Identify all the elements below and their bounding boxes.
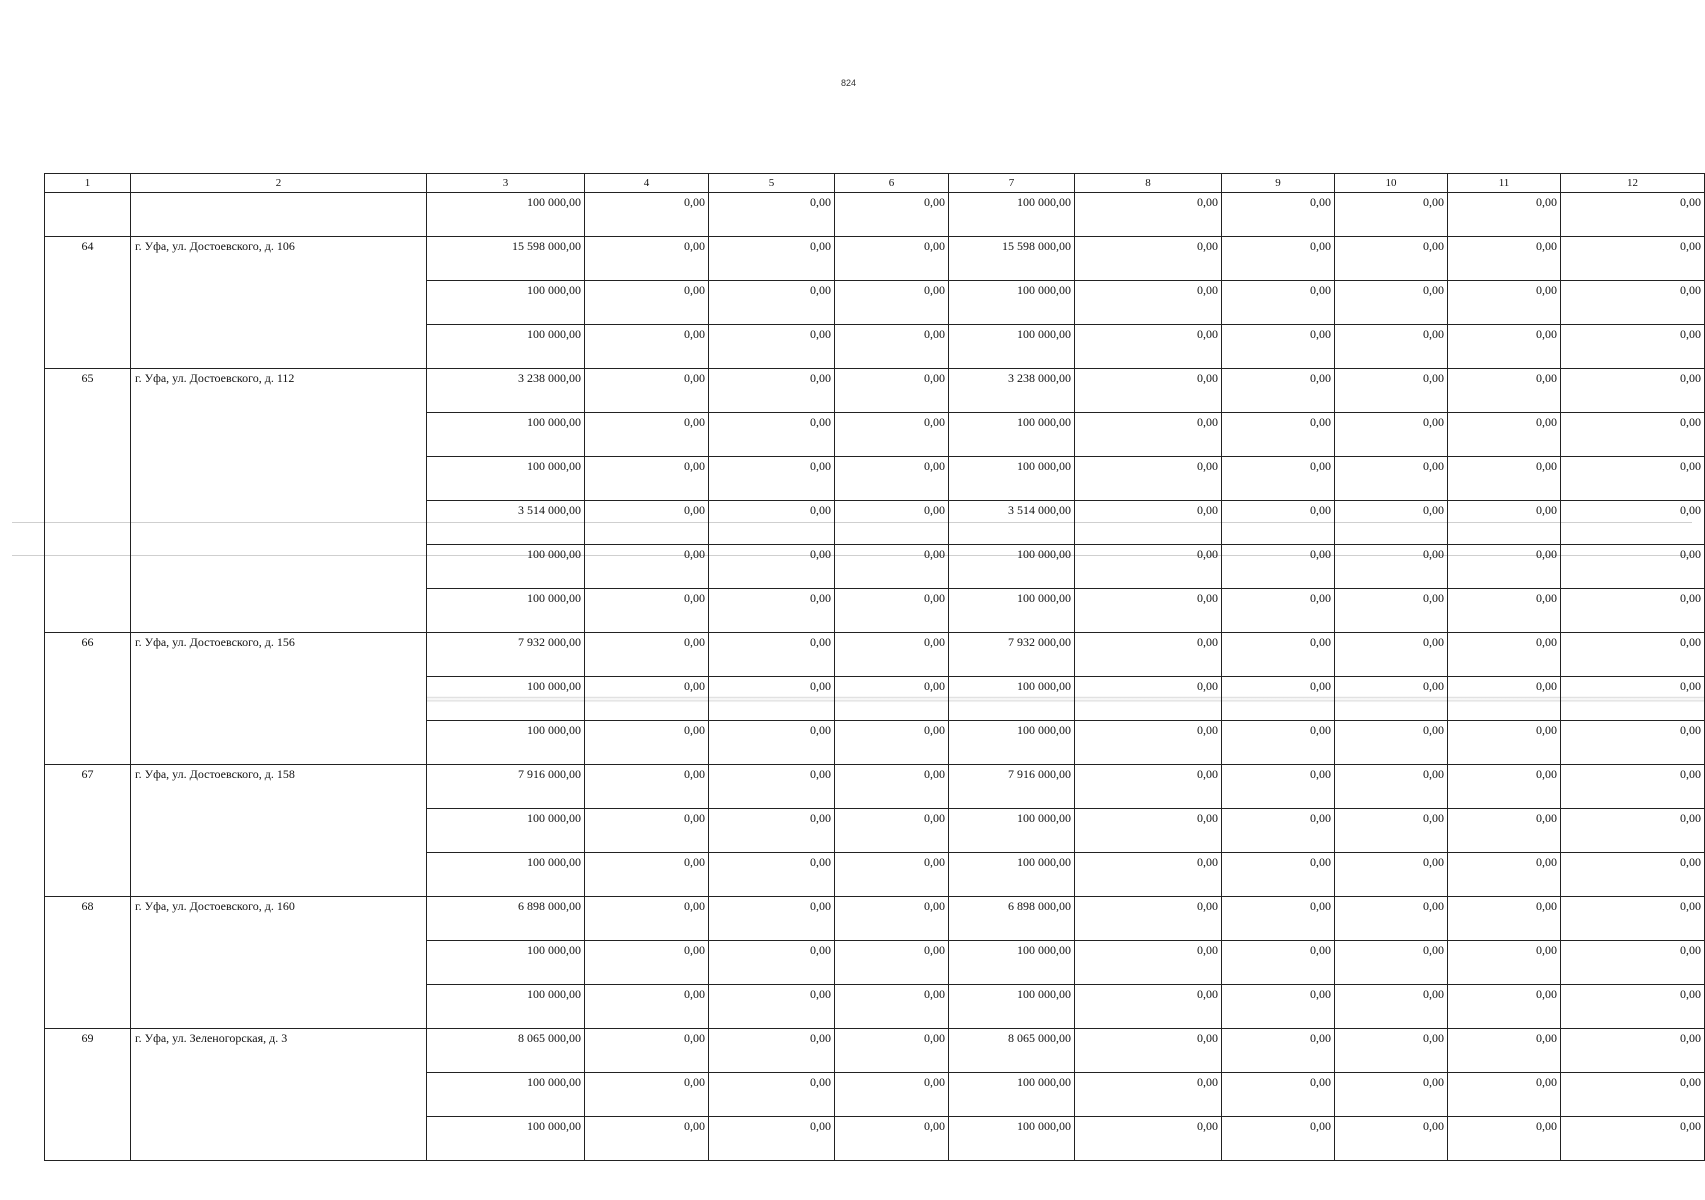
value-cell-col-4: 0,00	[585, 853, 709, 897]
value-cell-col-9: 0,00	[1222, 369, 1335, 413]
value-cell-col-12: 0,00	[1561, 853, 1705, 897]
value-cell-col-11: 0,00	[1448, 237, 1561, 281]
value-cell-col-5: 0,00	[709, 325, 835, 369]
address-cell: г. Уфа, ул. Достоевского, д. 158	[131, 765, 427, 897]
value-cell-col-3: 15 598 000,00	[427, 237, 585, 281]
table-row	[45, 765, 1705, 809]
value-cell-col-8: 0,00	[1075, 369, 1222, 413]
value-cell-col-10: 0,00	[1335, 941, 1448, 985]
value-cell-col-3: 100 000,00	[427, 325, 585, 369]
address-cell: г. Уфа, ул. Достоевского, д. 160	[131, 897, 427, 1029]
value-cell-col-11: 0,00	[1448, 545, 1561, 589]
table-row	[45, 1029, 1705, 1073]
value-cell-col-7: 100 000,00	[949, 985, 1075, 1029]
value-cell-col-11: 0,00	[1448, 677, 1561, 721]
value-cell-col-3: 3 514 000,00	[427, 501, 585, 545]
value-cell-col-7: 15 598 000,00	[949, 237, 1075, 281]
value-cell-col-12: 0,00	[1561, 545, 1705, 589]
value-cell-col-10: 0,00	[1335, 237, 1448, 281]
value-cell-col-12: 0,00	[1561, 633, 1705, 677]
page-number: 824	[840, 78, 857, 88]
value-cell-col-12: 0,00	[1561, 985, 1705, 1029]
value-cell-col-12: 0,00	[1561, 1117, 1705, 1161]
value-cell-col-5: 0,00	[709, 589, 835, 633]
column-header-7: 7	[949, 174, 1075, 193]
value-cell-col-8: 0,00	[1075, 1073, 1222, 1117]
value-cell-col-10: 0,00	[1335, 325, 1448, 369]
value-cell-col-7: 100 000,00	[949, 589, 1075, 633]
address-cell: г. Уфа, ул. Достоевского, д. 106	[131, 237, 427, 369]
value-cell-col-7: 6 898 000,00	[949, 897, 1075, 941]
value-cell-col-12: 0,00	[1561, 325, 1705, 369]
row-index: 67	[45, 765, 131, 897]
value-cell-col-9: 0,00	[1222, 677, 1335, 721]
value-cell-col-11: 0,00	[1448, 941, 1561, 985]
value-cell-col-6: 0,00	[835, 193, 949, 237]
value-cell-col-3: 7 916 000,00	[427, 765, 585, 809]
value-cell-col-5: 0,00	[709, 457, 835, 501]
value-cell-col-10: 0,00	[1335, 765, 1448, 809]
value-cell-col-10: 0,00	[1335, 457, 1448, 501]
value-cell-col-5: 0,00	[709, 765, 835, 809]
value-cell-col-5: 0,00	[709, 633, 835, 677]
value-cell-col-11: 0,00	[1448, 1073, 1561, 1117]
value-cell-col-5: 0,00	[709, 193, 835, 237]
value-cell-col-8: 0,00	[1075, 897, 1222, 941]
value-cell-col-7: 7 932 000,00	[949, 633, 1075, 677]
value-cell-col-6: 0,00	[835, 281, 949, 325]
column-header-5: 5	[709, 174, 835, 193]
value-cell-col-5: 0,00	[709, 985, 835, 1029]
table-row	[45, 369, 1705, 413]
value-cell-col-10: 0,00	[1335, 501, 1448, 545]
value-cell-col-6: 0,00	[835, 413, 949, 457]
value-cell-col-12: 0,00	[1561, 721, 1705, 765]
value-cell-col-4: 0,00	[585, 765, 709, 809]
value-cell-col-3: 6 898 000,00	[427, 897, 585, 941]
value-cell-col-9: 0,00	[1222, 941, 1335, 985]
row-index: 64	[45, 237, 131, 369]
value-cell-col-8: 0,00	[1075, 721, 1222, 765]
value-cell-col-5: 0,00	[709, 1029, 835, 1073]
value-cell-col-11: 0,00	[1448, 897, 1561, 941]
value-cell-col-6: 0,00	[835, 237, 949, 281]
row-index: 68	[45, 897, 131, 1029]
value-cell-col-12: 0,00	[1561, 589, 1705, 633]
value-cell-col-3: 100 000,00	[427, 193, 585, 237]
value-cell-col-3: 8 065 000,00	[427, 1029, 585, 1073]
value-cell-col-11: 0,00	[1448, 325, 1561, 369]
value-cell-col-6: 0,00	[835, 721, 949, 765]
value-cell-col-10: 0,00	[1335, 369, 1448, 413]
value-cell-col-3: 100 000,00	[427, 1117, 585, 1161]
value-cell-col-5: 0,00	[709, 1117, 835, 1161]
table-row	[45, 897, 1705, 941]
value-cell-col-12: 0,00	[1561, 677, 1705, 721]
value-cell-col-7: 100 000,00	[949, 1117, 1075, 1161]
value-cell-col-8: 0,00	[1075, 589, 1222, 633]
value-cell-col-7: 100 000,00	[949, 281, 1075, 325]
value-cell-col-5: 0,00	[709, 237, 835, 281]
value-cell-col-5: 0,00	[709, 369, 835, 413]
value-cell-col-7: 8 065 000,00	[949, 1029, 1075, 1073]
value-cell-col-10: 0,00	[1335, 853, 1448, 897]
value-cell-col-9: 0,00	[1222, 501, 1335, 545]
table-row	[45, 193, 1705, 237]
value-cell-col-4: 0,00	[585, 501, 709, 545]
column-header-4: 4	[585, 174, 709, 193]
value-cell-col-9: 0,00	[1222, 985, 1335, 1029]
value-cell-col-11: 0,00	[1448, 853, 1561, 897]
value-cell-col-6: 0,00	[835, 1073, 949, 1117]
value-cell-col-11: 0,00	[1448, 501, 1561, 545]
value-cell-col-5: 0,00	[709, 677, 835, 721]
value-cell-col-5: 0,00	[709, 853, 835, 897]
value-cell-col-6: 0,00	[835, 1029, 949, 1073]
value-cell-col-4: 0,00	[585, 897, 709, 941]
value-cell-col-8: 0,00	[1075, 1117, 1222, 1161]
value-cell-col-10: 0,00	[1335, 809, 1448, 853]
value-cell-col-3: 100 000,00	[427, 941, 585, 985]
value-cell-col-5: 0,00	[709, 809, 835, 853]
value-cell-col-7: 3 514 000,00	[949, 501, 1075, 545]
value-cell-col-7: 100 000,00	[949, 457, 1075, 501]
value-cell-col-5: 0,00	[709, 721, 835, 765]
value-cell-col-8: 0,00	[1075, 193, 1222, 237]
column-header-9: 9	[1222, 174, 1335, 193]
value-cell-col-8: 0,00	[1075, 1029, 1222, 1073]
value-cell-col-7: 7 916 000,00	[949, 765, 1075, 809]
value-cell-col-4: 0,00	[585, 1029, 709, 1073]
value-cell-col-11: 0,00	[1448, 633, 1561, 677]
value-cell-col-10: 0,00	[1335, 281, 1448, 325]
row-index: 69	[45, 1029, 131, 1161]
value-cell-col-11: 0,00	[1448, 369, 1561, 413]
value-cell-col-9: 0,00	[1222, 237, 1335, 281]
row-index: 66	[45, 633, 131, 765]
row-index	[45, 193, 131, 237]
value-cell-col-12: 0,00	[1561, 809, 1705, 853]
value-cell-col-11: 0,00	[1448, 809, 1561, 853]
value-cell-col-5: 0,00	[709, 413, 835, 457]
value-cell-col-4: 0,00	[585, 193, 709, 237]
value-cell-col-4: 0,00	[585, 325, 709, 369]
value-cell-col-10: 0,00	[1335, 897, 1448, 941]
value-cell-col-4: 0,00	[585, 809, 709, 853]
value-cell-col-6: 0,00	[835, 853, 949, 897]
address-cell: г. Уфа, ул. Достоевского, д. 156	[131, 633, 427, 765]
value-cell-col-7: 100 000,00	[949, 325, 1075, 369]
value-cell-col-10: 0,00	[1335, 545, 1448, 589]
value-cell-col-4: 0,00	[585, 237, 709, 281]
value-cell-col-12: 0,00	[1561, 941, 1705, 985]
table-body	[45, 174, 1705, 1161]
value-cell-col-9: 0,00	[1222, 853, 1335, 897]
value-cell-col-3: 100 000,00	[427, 1073, 585, 1117]
value-cell-col-9: 0,00	[1222, 721, 1335, 765]
value-cell-col-10: 0,00	[1335, 633, 1448, 677]
value-cell-col-9: 0,00	[1222, 1073, 1335, 1117]
value-cell-col-4: 0,00	[585, 941, 709, 985]
value-cell-col-6: 0,00	[835, 1117, 949, 1161]
value-cell-col-5: 0,00	[709, 941, 835, 985]
value-cell-col-11: 0,00	[1448, 281, 1561, 325]
value-cell-col-12: 0,00	[1561, 281, 1705, 325]
value-cell-col-10: 0,00	[1335, 413, 1448, 457]
value-cell-col-9: 0,00	[1222, 589, 1335, 633]
value-cell-col-11: 0,00	[1448, 589, 1561, 633]
value-cell-col-4: 0,00	[585, 985, 709, 1029]
value-cell-col-9: 0,00	[1222, 1117, 1335, 1161]
value-cell-col-7: 100 000,00	[949, 853, 1075, 897]
value-cell-col-10: 0,00	[1335, 677, 1448, 721]
value-cell-col-6: 0,00	[835, 545, 949, 589]
value-cell-col-4: 0,00	[585, 413, 709, 457]
value-cell-col-6: 0,00	[835, 985, 949, 1029]
value-cell-col-3: 100 000,00	[427, 413, 585, 457]
value-cell-col-11: 0,00	[1448, 1117, 1561, 1161]
value-cell-col-4: 0,00	[585, 281, 709, 325]
value-cell-col-10: 0,00	[1335, 721, 1448, 765]
value-cell-col-7: 100 000,00	[949, 413, 1075, 457]
value-cell-col-6: 0,00	[835, 677, 949, 721]
value-cell-col-7: 3 238 000,00	[949, 369, 1075, 413]
value-cell-col-6: 0,00	[835, 941, 949, 985]
value-cell-col-5: 0,00	[709, 1073, 835, 1117]
value-cell-col-7: 100 000,00	[949, 721, 1075, 765]
budget-table	[44, 173, 1705, 1161]
value-cell-col-10: 0,00	[1335, 589, 1448, 633]
column-header-11: 11	[1448, 174, 1561, 193]
value-cell-col-3: 100 000,00	[427, 985, 585, 1029]
value-cell-col-12: 0,00	[1561, 1029, 1705, 1073]
value-cell-col-9: 0,00	[1222, 633, 1335, 677]
value-cell-col-6: 0,00	[835, 457, 949, 501]
value-cell-col-10: 0,00	[1335, 193, 1448, 237]
value-cell-col-12: 0,00	[1561, 457, 1705, 501]
value-cell-col-9: 0,00	[1222, 281, 1335, 325]
value-cell-col-4: 0,00	[585, 677, 709, 721]
value-cell-col-7: 100 000,00	[949, 1073, 1075, 1117]
value-cell-col-3: 100 000,00	[427, 853, 585, 897]
value-cell-col-6: 0,00	[835, 501, 949, 545]
value-cell-col-8: 0,00	[1075, 633, 1222, 677]
value-cell-col-3: 7 932 000,00	[427, 633, 585, 677]
value-cell-col-9: 0,00	[1222, 809, 1335, 853]
value-cell-col-5: 0,00	[709, 501, 835, 545]
value-cell-col-8: 0,00	[1075, 853, 1222, 897]
value-cell-col-3: 100 000,00	[427, 545, 585, 589]
value-cell-col-3: 3 238 000,00	[427, 369, 585, 413]
value-cell-col-6: 0,00	[835, 325, 949, 369]
value-cell-col-3: 100 000,00	[427, 809, 585, 853]
column-header-6: 6	[835, 174, 949, 193]
column-header-3: 3	[427, 174, 585, 193]
value-cell-col-3: 100 000,00	[427, 281, 585, 325]
value-cell-col-4: 0,00	[585, 545, 709, 589]
value-cell-col-8: 0,00	[1075, 809, 1222, 853]
value-cell-col-9: 0,00	[1222, 457, 1335, 501]
value-cell-col-6: 0,00	[835, 809, 949, 853]
value-cell-col-4: 0,00	[585, 1073, 709, 1117]
value-cell-col-6: 0,00	[835, 897, 949, 941]
value-cell-col-4: 0,00	[585, 369, 709, 413]
value-cell-col-7: 100 000,00	[949, 193, 1075, 237]
value-cell-col-9: 0,00	[1222, 1029, 1335, 1073]
address-cell	[131, 193, 427, 237]
value-cell-col-8: 0,00	[1075, 501, 1222, 545]
value-cell-col-3: 100 000,00	[427, 721, 585, 765]
value-cell-col-3: 100 000,00	[427, 589, 585, 633]
table-container	[44, 173, 1701, 1153]
value-cell-col-8: 0,00	[1075, 765, 1222, 809]
value-cell-col-3: 100 000,00	[427, 457, 585, 501]
value-cell-col-12: 0,00	[1561, 1073, 1705, 1117]
value-cell-col-12: 0,00	[1561, 193, 1705, 237]
value-cell-col-5: 0,00	[709, 281, 835, 325]
value-cell-col-8: 0,00	[1075, 457, 1222, 501]
value-cell-col-9: 0,00	[1222, 193, 1335, 237]
value-cell-col-10: 0,00	[1335, 985, 1448, 1029]
address-cell: г. Уфа, ул. Достоевского, д. 112	[131, 369, 427, 633]
table-row	[45, 237, 1705, 281]
value-cell-col-8: 0,00	[1075, 281, 1222, 325]
value-cell-col-3: 100 000,00	[427, 677, 585, 721]
value-cell-col-7: 100 000,00	[949, 677, 1075, 721]
column-header-10: 10	[1335, 174, 1448, 193]
value-cell-col-11: 0,00	[1448, 1029, 1561, 1073]
value-cell-col-7: 100 000,00	[949, 545, 1075, 589]
value-cell-col-6: 0,00	[835, 633, 949, 677]
value-cell-col-11: 0,00	[1448, 765, 1561, 809]
value-cell-col-4: 0,00	[585, 589, 709, 633]
value-cell-col-9: 0,00	[1222, 765, 1335, 809]
value-cell-col-6: 0,00	[835, 589, 949, 633]
value-cell-col-11: 0,00	[1448, 721, 1561, 765]
value-cell-col-5: 0,00	[709, 545, 835, 589]
value-cell-col-7: 100 000,00	[949, 941, 1075, 985]
column-header-1: 1	[45, 174, 131, 193]
value-cell-col-4: 0,00	[585, 633, 709, 677]
value-cell-col-9: 0,00	[1222, 413, 1335, 457]
address-cell: г. Уфа, ул. Зеленогорская, д. 3	[131, 1029, 427, 1161]
value-cell-col-7: 100 000,00	[949, 809, 1075, 853]
value-cell-col-11: 0,00	[1448, 985, 1561, 1029]
value-cell-col-10: 0,00	[1335, 1029, 1448, 1073]
table-row	[45, 633, 1705, 677]
column-header-2: 2	[131, 174, 427, 193]
value-cell-col-12: 0,00	[1561, 237, 1705, 281]
value-cell-col-8: 0,00	[1075, 941, 1222, 985]
value-cell-col-12: 0,00	[1561, 897, 1705, 941]
value-cell-col-8: 0,00	[1075, 325, 1222, 369]
column-header-8: 8	[1075, 174, 1222, 193]
value-cell-col-12: 0,00	[1561, 765, 1705, 809]
row-index: 65	[45, 369, 131, 633]
value-cell-col-9: 0,00	[1222, 545, 1335, 589]
value-cell-col-9: 0,00	[1222, 897, 1335, 941]
value-cell-col-6: 0,00	[835, 765, 949, 809]
value-cell-col-11: 0,00	[1448, 193, 1561, 237]
column-header-12: 12	[1561, 174, 1705, 193]
value-cell-col-5: 0,00	[709, 897, 835, 941]
value-cell-col-8: 0,00	[1075, 985, 1222, 1029]
value-cell-col-10: 0,00	[1335, 1117, 1448, 1161]
value-cell-col-12: 0,00	[1561, 501, 1705, 545]
value-cell-col-4: 0,00	[585, 721, 709, 765]
table-header-row	[45, 174, 1705, 193]
value-cell-col-6: 0,00	[835, 369, 949, 413]
value-cell-col-12: 0,00	[1561, 369, 1705, 413]
value-cell-col-4: 0,00	[585, 1117, 709, 1161]
value-cell-col-8: 0,00	[1075, 545, 1222, 589]
value-cell-col-11: 0,00	[1448, 413, 1561, 457]
value-cell-col-4: 0,00	[585, 457, 709, 501]
value-cell-col-9: 0,00	[1222, 325, 1335, 369]
value-cell-col-8: 0,00	[1075, 237, 1222, 281]
value-cell-col-10: 0,00	[1335, 1073, 1448, 1117]
value-cell-col-12: 0,00	[1561, 413, 1705, 457]
value-cell-col-8: 0,00	[1075, 677, 1222, 721]
value-cell-col-11: 0,00	[1448, 457, 1561, 501]
value-cell-col-8: 0,00	[1075, 413, 1222, 457]
